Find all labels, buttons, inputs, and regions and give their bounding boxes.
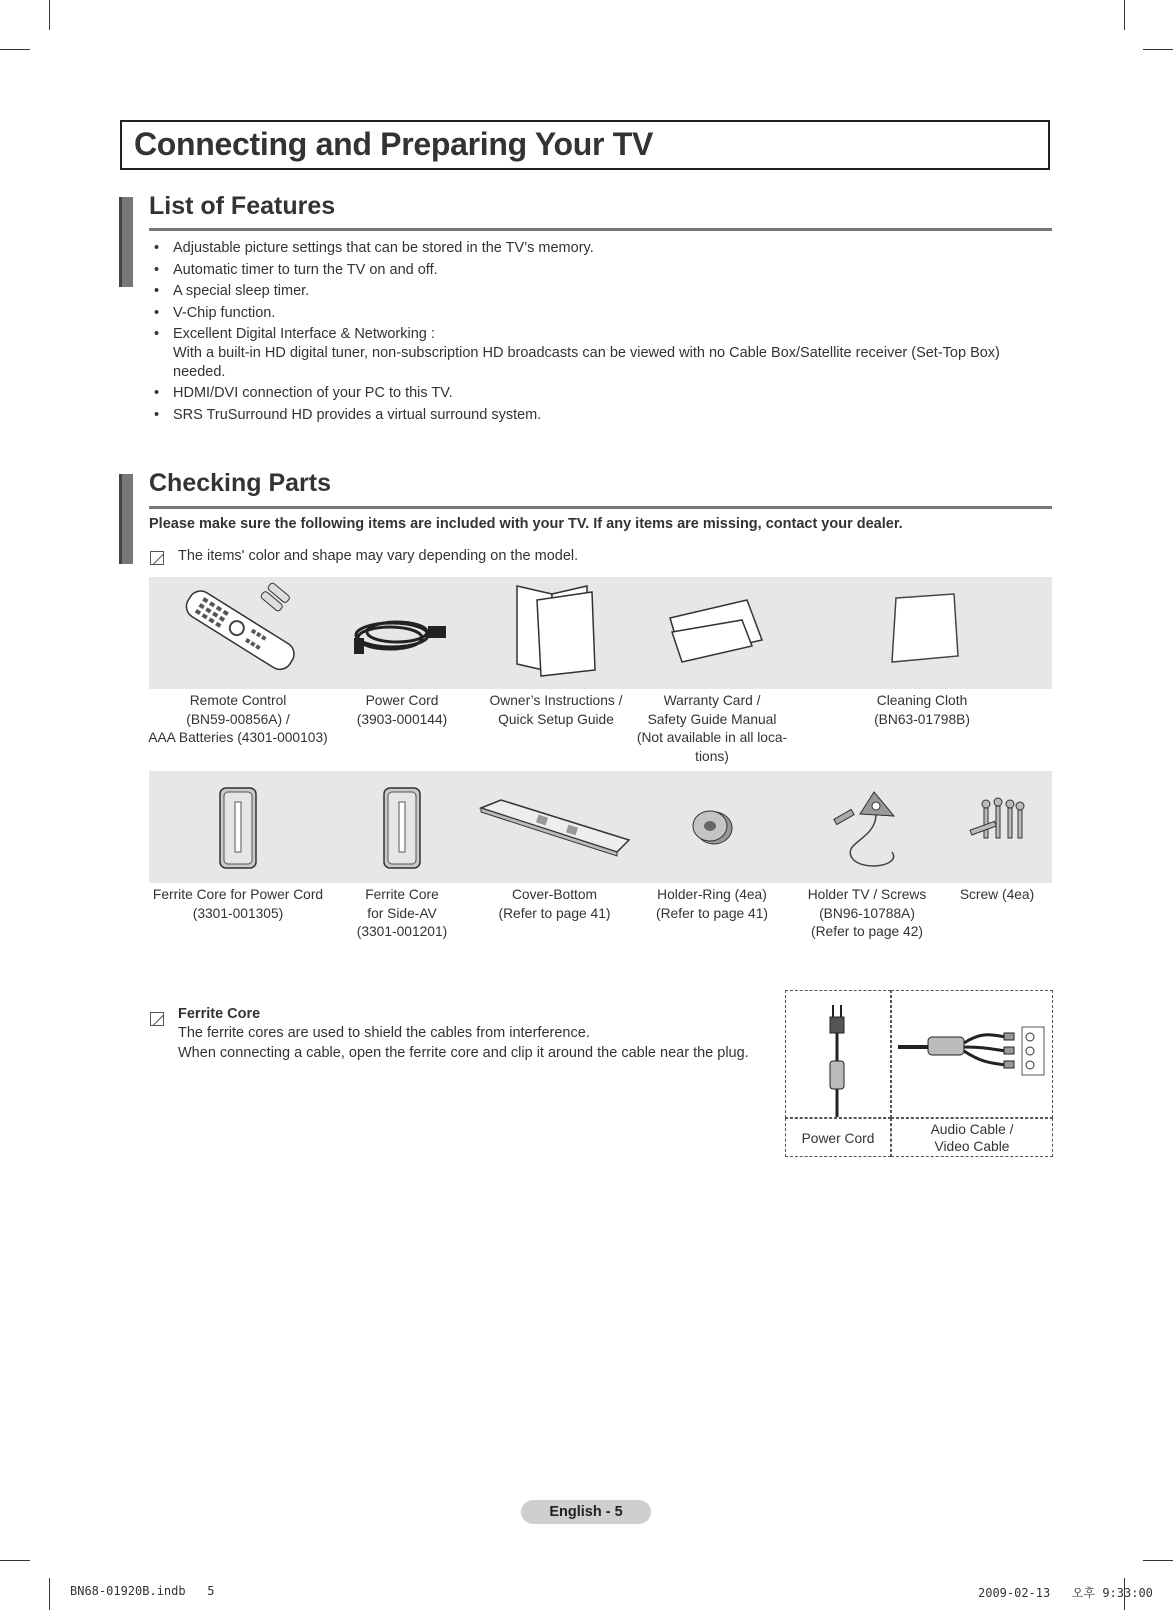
caption-cleaning-cloth: Cleaning Cloth (BN63-01798B) (874, 693, 970, 727)
cleaning-cloth-icon (862, 580, 982, 680)
caption-ferrite-core-side-av: Ferrite Core for Side-AV (3301-001201) (356, 887, 448, 940)
manual-icon (497, 580, 607, 680)
list-item: • HDMI/DVI connection of your PC to this TV. (154, 384, 1054, 403)
crop-mark (1143, 1560, 1173, 1561)
part-cleaning-cloth (842, 580, 1002, 680)
features-list (154, 239, 1054, 427)
part-warranty-card (632, 580, 792, 680)
caption-holder-ring: Holder-Ring (4ea) (Refer to page 41) (656, 887, 768, 921)
section-rule (149, 228, 1052, 231)
part-ferrite-core-side-av (332, 780, 472, 875)
power-cord-label: Power Cord (801, 1131, 875, 1146)
caption-holder-tv: Holder TV / Screws (BN96-10788A) (Refer to page 42) (807, 887, 927, 940)
av-cable-icon (892, 991, 1052, 1117)
plug-icon (786, 991, 890, 1117)
caption-owners-instructions: Owner’s Instructions / Quick Setup Guide (489, 693, 623, 727)
note-icon (150, 551, 164, 565)
part-remote-control (149, 580, 327, 680)
power-cord-icon (342, 580, 462, 680)
ferrite-core-icon (208, 780, 268, 875)
ferrite-note-title: Ferrite Core (178, 1006, 261, 1022)
networking-detail: With a built-in HD digital tuner, non-subscription HD broadcasts can be viewed with no Cable Box/Satellite receiver (Set-Top Box) needed. (173, 344, 1000, 380)
holder-tv-icon (822, 780, 912, 875)
caption-cover-bottom: Cover-Bottom (Refer to page 41) (498, 887, 611, 921)
crop-mark (0, 49, 30, 50)
list-item: • SRS TruSurround HD provides a virtual surround system. (154, 406, 1054, 425)
list-item: • V-Chip function. (154, 304, 1054, 323)
page-title: Connecting and Preparing Your TV (134, 126, 654, 162)
part-ferrite-core-power (149, 780, 327, 875)
part-power-cord (332, 580, 472, 680)
parts-title: Checking Parts (149, 469, 332, 497)
list-item: • A special sleep timer. (154, 282, 1054, 301)
part-holder-ring (632, 780, 792, 875)
caption-remote-control: Remote Control (BN59-00856A) / AAA Batteries (4301-000103) (148, 693, 328, 746)
ferrite-note-line: When connecting a cable, open the ferrite core and clip it around the cable near the plug. (178, 1045, 749, 1061)
power-cord-label-box (785, 1118, 891, 1157)
av-cable-illustration-box (891, 990, 1053, 1118)
part-cover-bottom (477, 780, 632, 875)
part-owners-instructions (477, 580, 627, 680)
caption-ferrite-core-power: Ferrite Core for Power Cord (3301-001305) (152, 887, 324, 921)
section-rule (149, 506, 1052, 509)
caption-screw: Screw (4ea) (959, 887, 1035, 902)
holder-ring-icon (682, 780, 742, 875)
remote-control-icon (158, 580, 318, 680)
crop-mark (1143, 49, 1173, 50)
part-holder-tv (797, 780, 937, 875)
page-title-box (120, 120, 1050, 170)
list-item: • Excellent Digital Interface & Networking : With a built-in HD digital tuner, non-subscription HD broadcasts can be viewed with no Cable Box/Satellite receiver (Set-Top Box) needed. (154, 325, 1054, 381)
list-item: • Automatic timer to turn the TV on and off. (154, 261, 1054, 280)
crop-mark (49, 0, 50, 30)
section-marker (119, 474, 133, 564)
power-cord-illustration-box (785, 990, 891, 1118)
av-cable-label: Audio Cable / Video Cable (930, 1122, 1014, 1154)
parts-note: The items' color and shape may vary depending on the model. (178, 548, 579, 564)
parts-intro: Please make sure the following items are included with your TV. If any items are missing, contact your dealer. (149, 516, 903, 532)
part-screw (942, 780, 1052, 875)
ferrite-core-icon (372, 780, 432, 875)
caption-power-cord: Power Cord (3903-000144) (356, 693, 448, 727)
section-marker (119, 197, 133, 287)
screw-icon (962, 780, 1032, 875)
page-number-badge: English - 5 (521, 1500, 651, 1524)
note-icon (150, 1012, 164, 1026)
cover-bottom-icon (477, 780, 632, 875)
features-title: List of Features (149, 192, 336, 220)
list-item: • Adjustable picture settings that can be stored in the TV’s memory. (154, 239, 1054, 258)
print-timestamp: 2009-02-13 오후 9:33:00 (978, 1586, 1153, 1600)
warranty-card-icon (652, 580, 772, 680)
ferrite-note-line: The ferrite cores are used to shield the cables from interference. (178, 1025, 590, 1041)
crop-mark (1124, 0, 1125, 30)
crop-mark (49, 1578, 50, 1610)
file-info: BN68-01920B.indb 5 (70, 1584, 215, 1598)
caption-warranty-card: Warranty Card / Safety Guide Manual (Not available in all loca- tions) (636, 693, 788, 764)
av-cable-label-box (891, 1118, 1053, 1157)
crop-mark (0, 1560, 30, 1561)
